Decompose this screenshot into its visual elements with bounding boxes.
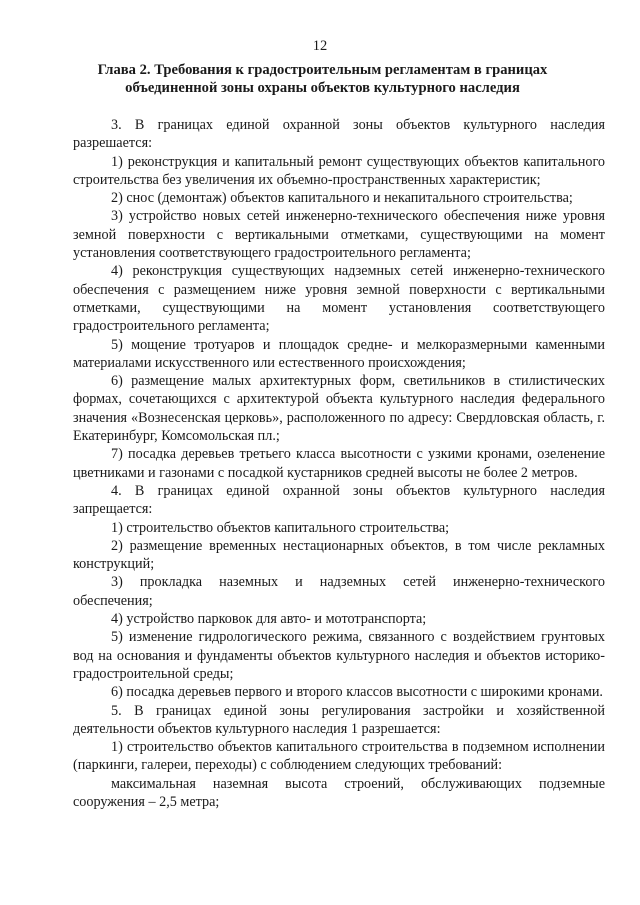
paragraph-4-item-6: 6) посадка деревьев первого и второго классов высотности с широкими кронами. bbox=[111, 684, 603, 701]
paragraph-3-intro: 3. В границах единой охранной зоны объектов культурного наследия разрешается: bbox=[73, 117, 605, 152]
paragraph-5-requirement: максимальная наземная высота строений, обслуживающих подземные сооружения – 2,5 метра; bbox=[73, 775, 605, 810]
paragraph-4-intro: 4. В границах единой охранной зоны объектов культурного наследия запрещается: bbox=[73, 482, 605, 518]
paragraph-3-item-5: 5) мощение тротуаров и площадок средне- и мелкоразмерными каменными материалами искусственного или естественного происхождения; bbox=[73, 336, 605, 371]
paragraph-3-item-7: 7) посадка деревьев третьего класса высотности с узкими кронами, озеленение цветниками и газонами с посадкой кустарников средней высоты не более 2 метров. bbox=[73, 446, 605, 481]
paragraph-5-item-1: 1) строительство объектов капитального строительства в подземном исполнении (паркинги, галереи, переходы) с соблюдением следующих требований: bbox=[73, 739, 605, 774]
paragraph-4-item-5: 5) изменение гидрологического режима, связанного с воздействием грунтовых вод на основания и фундаменты объектов культурного наследия и объектов историко-градостроительной среды; bbox=[73, 629, 605, 682]
paragraph-3-item-2: 2) снос (демонтаж) объектов капитального и некапитального строительства; bbox=[111, 190, 573, 207]
paragraph-3-item-4: 4) реконструкция существующих надземных сетей инженерно-технического обеспечения с размещением ниже уровня земной поверхности с вертикальными отметками, существующими на момент установления соответствующего градостроительного регламента; bbox=[73, 263, 605, 335]
paragraph-4-item-3: 3) прокладка наземных и надземных сетей инженерно-технического обеспечения; bbox=[73, 574, 605, 609]
page-number: 12 bbox=[312, 38, 328, 54]
paragraph-3-item-6: 6) размещение малых архитектурных форм, светильников в стилистических формах, сочетающихся с архитектурой объекта культурного наследия федерального значения «Вознесенская церковь», расположенного по адресу: Свердловская область, г. Екатеринбург, Комсомольская пл.; bbox=[73, 373, 605, 445]
paragraph-3-item-1: 1) реконструкция и капитальный ремонт существующих объектов капитального строительства без увеличения их объемно-пространственных характеристик; bbox=[73, 153, 605, 188]
chapter-title: Глава 2. Требования к градостроительным регламентам в границах объединенной зоны охраны объектов культурного наследия bbox=[97, 62, 548, 96]
paragraph-4-item-1: 1) строительство объектов капитального строительства; bbox=[111, 519, 450, 536]
paragraph-3-item-3: 3) устройство новых сетей инженерно-технического обеспечения ниже уровня земной поверхности с вертикальными отметками, существующими на момент установления соответствующего градостроительного регламента; bbox=[73, 208, 605, 262]
paragraph-5-intro: 5. В границах единой зоны регулирования застройки и хозяйственной деятельности объектов культурного наследия 1 разрешается: bbox=[73, 702, 605, 737]
paragraph-4-item-4: 4) устройство парковок для авто- и мототранспорта; bbox=[111, 611, 427, 628]
body-text bbox=[73, 116, 605, 811]
paragraph-4-item-2: 2) размещение временных нестационарных объектов, в том числе рекламных конструкций; bbox=[73, 537, 605, 573]
